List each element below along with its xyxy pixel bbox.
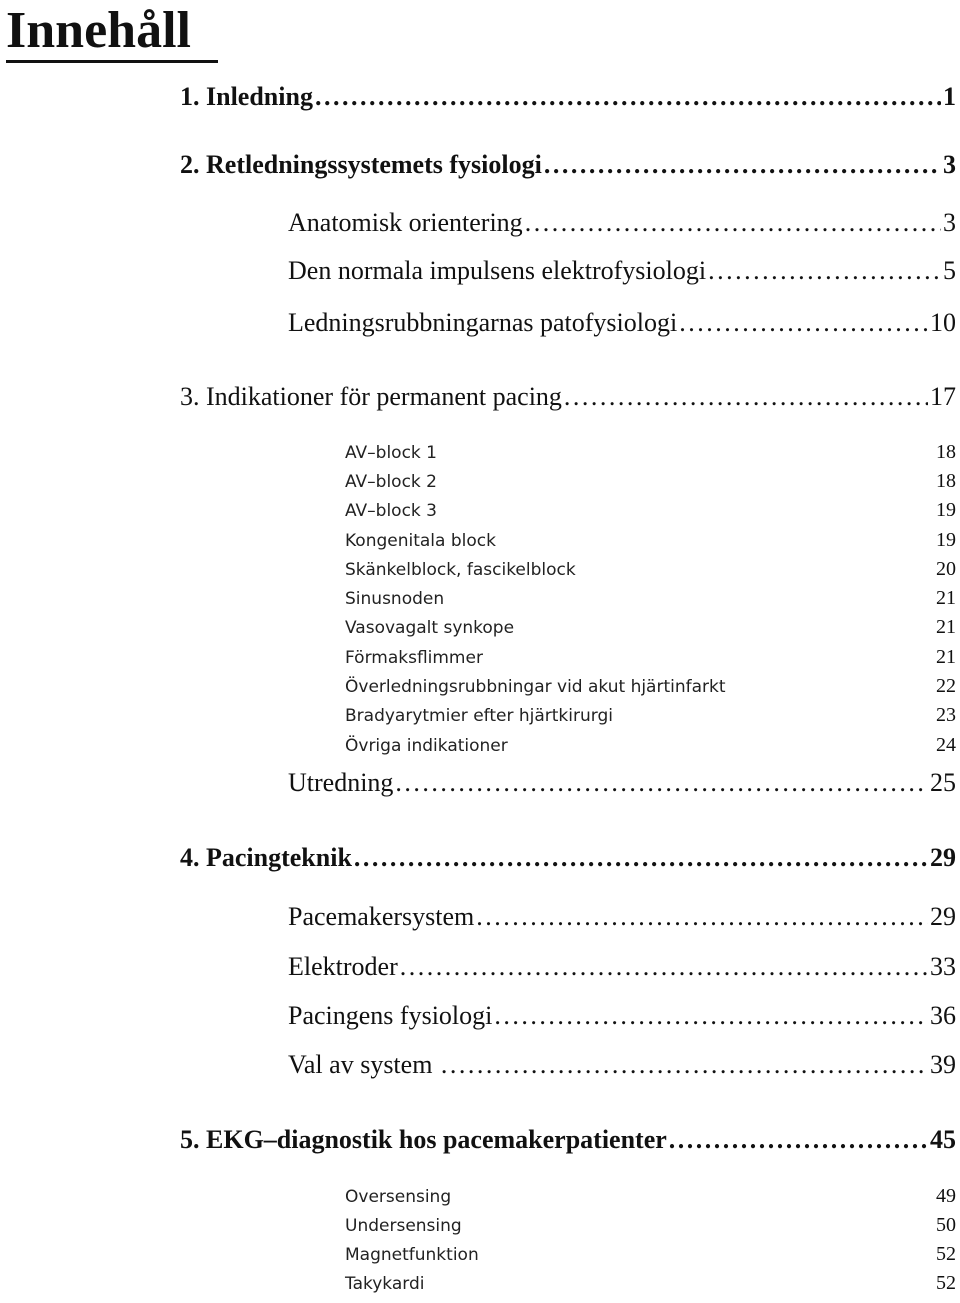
toc-page-number: 49 [936, 1185, 956, 1207]
toc-leader-dots [476, 902, 928, 932]
toc-page-number: 1 [943, 82, 956, 111]
toc-leader-dots [441, 1050, 928, 1080]
toc-chapter-2[interactable] [180, 150, 956, 180]
toc-leader-dots [494, 1001, 928, 1031]
toc-subsection[interactable] [345, 704, 956, 727]
toc-page-number: 21 [936, 616, 956, 638]
toc-chapter-3[interactable] [180, 382, 956, 412]
toc-page-number: 45 [930, 1125, 956, 1154]
toc-section-label: Anatomisk orientering [288, 208, 523, 237]
toc-subsection[interactable] [345, 646, 956, 669]
toc-page-number: 33 [930, 952, 956, 981]
toc-page-number: 36 [930, 1001, 956, 1030]
toc-subsection[interactable] [345, 558, 956, 581]
toc-chapter-label: 1. Inledning [180, 82, 313, 111]
toc-leader-dots [400, 952, 928, 982]
toc-page-number: 24 [936, 734, 956, 756]
toc-section[interactable] [288, 1050, 956, 1080]
toc-page-number: 29 [930, 843, 956, 872]
toc-page-number: 50 [936, 1214, 956, 1236]
toc-leader-dots [525, 208, 941, 238]
toc-section[interactable] [288, 308, 956, 338]
toc-section-label: Val av system [288, 1050, 439, 1079]
toc-subsection-label: Övriga indikationer [345, 736, 508, 756]
toc-leader-dots [669, 1125, 928, 1155]
toc-page-number: 19 [936, 529, 956, 551]
toc-section[interactable] [288, 952, 956, 982]
toc-chapter-label: 2. Retledningssystemets fysiologi [180, 150, 542, 179]
toc-page-number: 52 [936, 1272, 956, 1294]
toc-subsection-label: Magnetfunktion [345, 1245, 479, 1265]
toc-subsection-label: Takykardi [345, 1274, 425, 1294]
toc-chapter-label: 3. Indikationer för permanent pacing [180, 382, 562, 411]
toc-subsection-label: Undersensing [345, 1216, 462, 1236]
toc-section[interactable] [288, 1001, 956, 1031]
toc-chapter-5[interactable] [180, 1125, 956, 1155]
toc-leader-dots [395, 768, 928, 798]
toc-page-number: 52 [936, 1243, 956, 1265]
toc-page-number: 21 [936, 587, 956, 609]
toc-page-number: 23 [936, 704, 956, 726]
toc-leader-dots [544, 150, 941, 180]
toc-leader-dots [315, 82, 941, 112]
toc-subsection[interactable] [345, 675, 956, 698]
toc-subsection[interactable] [345, 616, 956, 639]
toc-page-number: 3 [943, 150, 956, 179]
toc-section-label: Utredning [288, 768, 394, 797]
toc-section-label: Pacemakersystem [288, 902, 475, 931]
toc-page-number: 21 [936, 646, 956, 668]
toc-page-number: 5 [943, 256, 956, 285]
toc-section-label: Den normala impulsens elektrofysiologi [288, 256, 707, 285]
toc-page-number: 17 [930, 382, 956, 411]
toc-subsection[interactable] [345, 734, 956, 757]
toc-subsection[interactable] [345, 1214, 956, 1237]
toc-page-number: 3 [943, 208, 956, 237]
toc-subsection[interactable] [345, 1272, 956, 1295]
toc-subsection-label: Oversensing [345, 1187, 452, 1207]
toc-section[interactable] [288, 256, 956, 286]
toc-subsection[interactable] [345, 499, 956, 522]
toc-subsection-label: Skänkelblock, fascikelblock [345, 560, 576, 580]
toc-page-number: 18 [936, 441, 956, 463]
toc-page-number: 10 [930, 308, 956, 337]
toc-page-number: 39 [930, 1050, 956, 1079]
toc-page-number: 20 [936, 558, 956, 580]
toc-section[interactable] [288, 208, 956, 238]
toc-leader-dots [708, 256, 941, 286]
toc-subsection-label: Kongenitala block [345, 531, 496, 551]
toc-subsection-label: Överledningsrubbningar vid akut hjärtinfarkt [345, 677, 726, 697]
toc-subsection[interactable] [345, 1243, 956, 1266]
page-title: Innehåll [6, 2, 191, 59]
toc-subsection[interactable] [345, 470, 956, 493]
toc-section-label: Ledningsrubbningarnas patofysiologi [288, 308, 678, 337]
toc-chapter-label: 5. EKG–diagnostik hos pacemakerpatienter [180, 1125, 667, 1154]
toc-subsection-label: AV–block 3 [345, 501, 437, 521]
toc-page-number: 18 [936, 470, 956, 492]
title-underline [6, 60, 218, 63]
toc-page-number: 19 [936, 499, 956, 521]
toc-section-label: Pacingens fysiologi [288, 1001, 493, 1030]
toc-subsection-label: Vasovagalt synkope [345, 618, 515, 638]
toc-chapter-label: 4. Pacingteknik [180, 843, 352, 872]
toc-section-label: Elektroder [288, 952, 398, 981]
toc-page-number: 22 [936, 675, 956, 697]
toc-subsection-label: AV–block 2 [345, 472, 437, 492]
toc-section[interactable] [288, 768, 956, 798]
toc-leader-dots [354, 843, 928, 873]
toc-subsection[interactable] [345, 587, 956, 610]
toc-subsection[interactable] [345, 529, 956, 552]
toc-chapter-1[interactable] [180, 82, 956, 112]
toc-subsection[interactable] [345, 1185, 956, 1208]
toc-leader-dots [564, 382, 928, 412]
toc-page-number: 25 [930, 768, 956, 797]
toc-page-number: 29 [930, 902, 956, 931]
toc-section[interactable] [288, 902, 956, 932]
toc-subsection-label: Förmaksflimmer [345, 648, 483, 668]
toc-subsection[interactable] [345, 441, 956, 464]
toc-subsection-label: AV–block 1 [345, 443, 437, 463]
toc-leader-dots [679, 308, 928, 338]
toc-subsection-label: Bradyarytmier efter hjärtkirurgi [345, 706, 613, 726]
toc-chapter-4[interactable] [180, 843, 956, 873]
toc-subsection-label: Sinusnoden [345, 589, 445, 609]
